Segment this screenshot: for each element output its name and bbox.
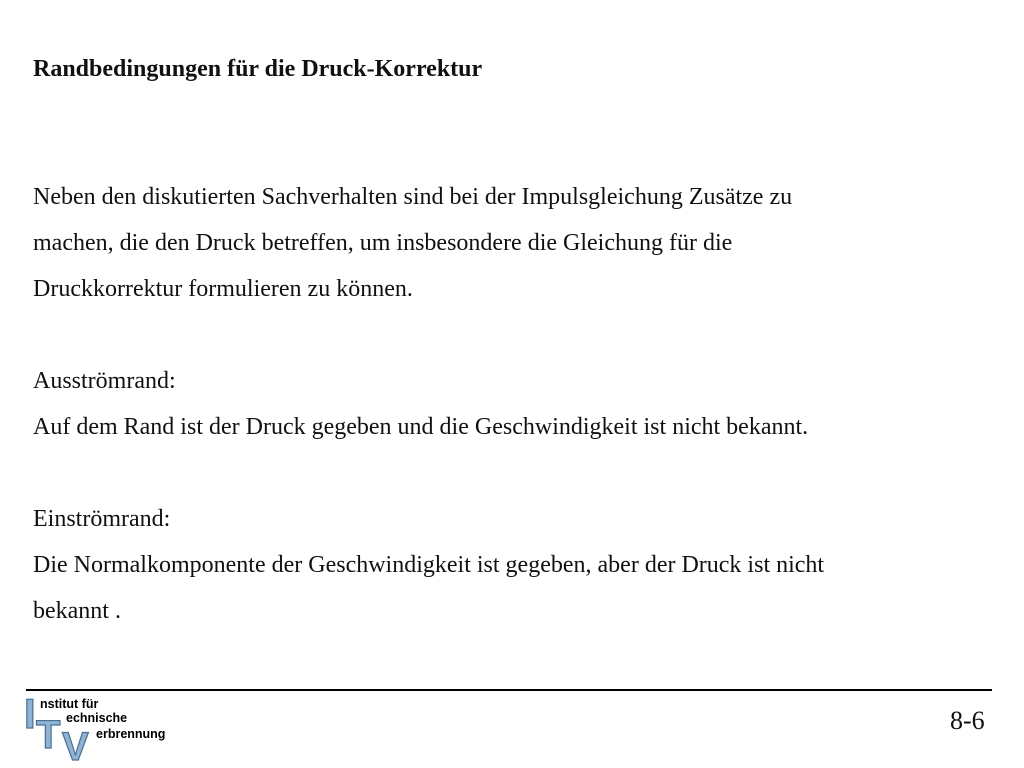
intro-line: Druckkorrektur formulieren zu können. [33,276,413,302]
outflow-heading: Ausströmrand: [33,368,176,394]
logo-line-verbrennung: erbrennung [96,727,166,741]
intro-line: machen, die den Druck betreffen, um insbesondere die Gleichung für die [33,230,733,256]
logo-letter-v: V [62,725,89,762]
logo-line-institut: nstitut für [40,697,99,711]
inflow-text: Die Normalkomponente der Geschwindigkeit ist gegeben, aber der Druck ist nicht [33,552,825,578]
page-number: 8-6 [950,706,985,735]
inflow-text: bekannt . [33,598,121,624]
inflow-section [33,496,993,634]
logo-letter-i: I [24,692,36,737]
logo-letter-t: T [36,713,61,757]
institute-logo [22,692,192,762]
intro-line: Neben den diskutierten Sachverhalten sind bei der Impulsgleichung Zusätze zu [33,184,793,210]
slide-title: Randbedingungen für die Druck-Korrektur [33,56,483,82]
outflow-text: Auf dem Rand ist der Druck gegeben und die Geschwindigkeit ist nicht bekannt. [33,414,809,440]
intro-paragraph [33,174,993,312]
logo-line-technische: echnische [66,711,128,725]
outflow-section [33,358,993,450]
footer-divider [26,689,992,691]
inflow-heading: Einströmrand: [33,506,171,532]
